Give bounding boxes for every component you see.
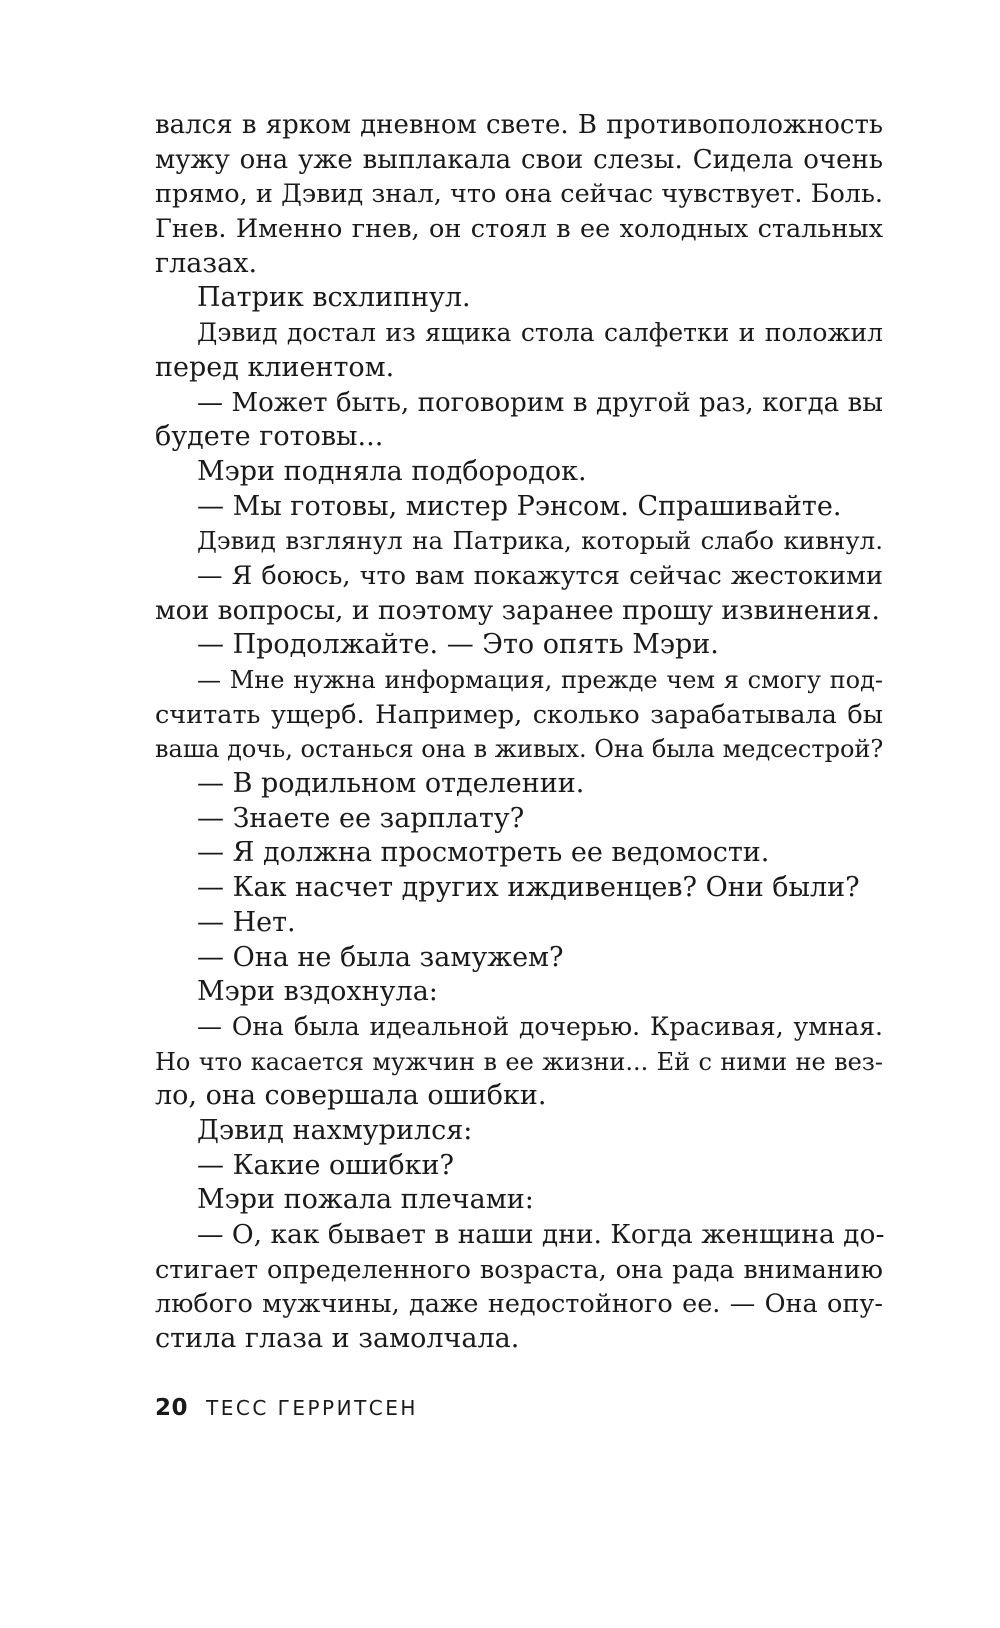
- text-line: мужу она уже выплакала свои слезы. Сидела очень: [155, 144, 883, 175]
- text-line: Но что касается мужчин в ее жизни... Ей с ними не вез-: [155, 1047, 883, 1076]
- text-line: — Как насчет других иждивенцев? Они были?: [197, 872, 860, 904]
- text-line: — Может быть, поговорим в другой раз, когда вы: [197, 387, 883, 418]
- text-line: стила глаза и замолчала.: [155, 1323, 520, 1355]
- text-line: считать ущерб. Например, сколько зарабатывала бы: [155, 699, 883, 730]
- text-line: Дэвид нахмурился:: [197, 1114, 473, 1146]
- text-line: Мэри вздохнула:: [197, 976, 438, 1008]
- text-line: — Мы готовы, мистер Рэнсом. Спрашивайте.: [197, 490, 842, 522]
- text-line: ваша дочь, останься она в живых. Она была медсестрой?: [155, 735, 884, 764]
- text-line: — Она не была замужем?: [197, 941, 564, 973]
- text-line: — О, как бывает в наши дни. Когда женщина до-: [197, 1219, 885, 1250]
- text-line: — Мне нужна информация, прежде чем я смогу под-: [197, 666, 883, 694]
- text-line: мои вопросы, и поэтому заранее прошу извинения.: [155, 594, 880, 626]
- page-footer: [155, 1393, 418, 1423]
- text-line: Мэри подняла подбородок.: [197, 455, 587, 487]
- text-line: — Она была идеальной дочерью. Красивая, умная.: [197, 1011, 883, 1041]
- text-line: глазах.: [155, 247, 258, 279]
- text-line: — Я должна просмотреть ее ведомости.: [197, 837, 770, 869]
- page-number: 20: [155, 1395, 189, 1421]
- text-line: — Какие ошибки?: [197, 1149, 454, 1181]
- text-line: — Нет.: [197, 906, 296, 938]
- running-head-author: ТЕСС ГЕРРИТСЕН: [206, 1396, 418, 1420]
- text-line: Патрик всхлипнул.: [197, 282, 471, 314]
- text-line: — Знаете ее зарплату?: [197, 802, 525, 834]
- text-line: Гнев. Именно гнев, он стоял в ее холодных стальных: [155, 214, 883, 245]
- text-line: — Продолжайте. — Это опять Мэри.: [197, 629, 719, 661]
- text-line: — В родильном отделении.: [197, 768, 585, 800]
- text-line: Дэвид достал из ящика стола салфетки и положил: [197, 318, 883, 348]
- text-line: стигает определенного возраста, она рада вниманию: [155, 1254, 883, 1285]
- body-text: [155, 108, 883, 1357]
- text-line: ло, она совершала ошибки.: [155, 1080, 547, 1112]
- text-line: Дэвид взглянул на Патрика, который слабо кивнул.: [197, 526, 883, 556]
- text-line: вался в ярком дневном свете. В противоположность: [155, 110, 883, 140]
- text-line: прямо, и Дэвид знал, что она сейчас чувствует. Боль.: [155, 179, 883, 210]
- text-line: Мэри пожала плечами:: [197, 1184, 534, 1216]
- text-line: перед клиентом.: [155, 351, 395, 383]
- text-line: любого мужчины, даже недостойного ее. — Она опу-: [155, 1289, 883, 1320]
- text-line: — Я боюсь, что вам покажутся сейчас жестокими: [197, 560, 883, 591]
- text-line: будете готовы...: [155, 421, 384, 453]
